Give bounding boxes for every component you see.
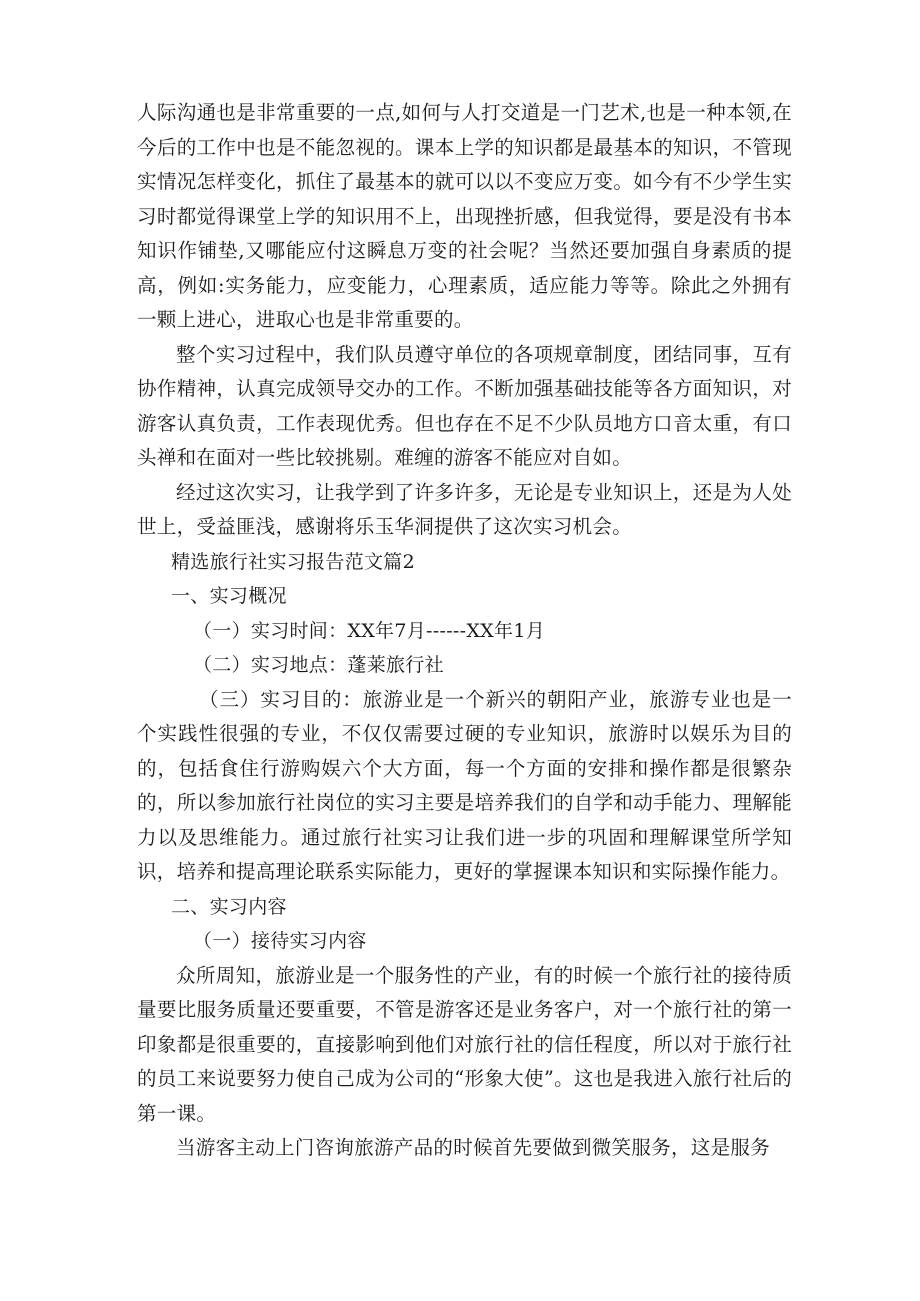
article-title: 精选旅行社实习报告范文篇2 <box>171 550 415 573</box>
item-internship-time: （一）实习时间：XX年7月------XX年1月 <box>193 619 546 642</box>
paragraph-smile-service: 当游客主动上门咨询旅游产品的时候首先要做到微笑服务，这是服务 <box>176 1136 771 1159</box>
document-body <box>137 96 792 1166</box>
paragraph-service-industry: 众所周知，旅游业是一个服务性的产业，有的时候一个旅行社的接待质量要比服务质量还要重要，不管是游客还是业务客户，对一个旅行社的第一印象都是很重要的，直接影响到他们对旅行社的信任程度，所以对于旅行社的员工来说要努力使自己成为公司的“形象大使”。这也是我进入旅行社后的第一课。 <box>137 963 792 1125</box>
item-internship-purpose: （三）实习目的：旅游业是一个新兴的朝阳产业，旅游专业也是一个实践性很强的专业，不仅仅需要过硬的专业知识，旅游时以娱乐为目的的，包括食住行游购娱六个大方面，每一个方面的安排和操作都是很繁杂的，所以参加旅行社岗位的实习主要是培养我们的自学和动手能力、理解能力以及思维能力。通过旅行社实习让我们进一步的巩固和理解课堂所学知识，培养和提高理论联系实际能力，更好的掌握课本知识和实际操作能力。 <box>137 687 792 883</box>
paragraph-communication: 人际沟通也是非常重要的一点,如何与人打交道是一门艺术,也是一种本领,在今后的工作中也是不能忽视的。课本上学的知识都是最基本的知识，不管现实情况怎样变化，抓住了最基本的就可以以不变应万变。如今有不少学生实习时都觉得课堂上学的知识用不上，出现挫折感，但我觉得，要是没有书本知识作铺垫,又哪能应付这瞬息万变的社会呢？当然还要加强自身素质的提高，例如:实务能力，应变能力，心理素质，适应能力等等。除此之外拥有一颗上进心，进取心也是非常重要的。 <box>137 101 792 331</box>
paragraph-gains: 经过这次实习，让我学到了许多许多，无论是专业知识上，还是为人处世上，受益匪浅，感谢将乐玉华洞提供了这次实习机会。 <box>137 480 792 538</box>
item-reception-content: （一）接待实习内容 <box>193 930 367 952</box>
item-internship-location: （二）实习地点：蓬莱旅行社 <box>193 654 444 676</box>
section-heading-overview: 一、实习概况 <box>171 585 287 607</box>
paragraph-internship-process: 整个实习过程中，我们队员遵守单位的各项规章制度，团结同事，互有协作精神，认真完成领导交办的工作。不断加强基础技能等各方面知识，对游客认真负责，工作表现优秀。但也存在不足不少队员地方口音太重，有口头禅和在面对一些比较挑剔。难缠的游客不能应对自如。 <box>137 342 792 469</box>
section-heading-content: 二、实习内容 <box>171 895 287 918</box>
